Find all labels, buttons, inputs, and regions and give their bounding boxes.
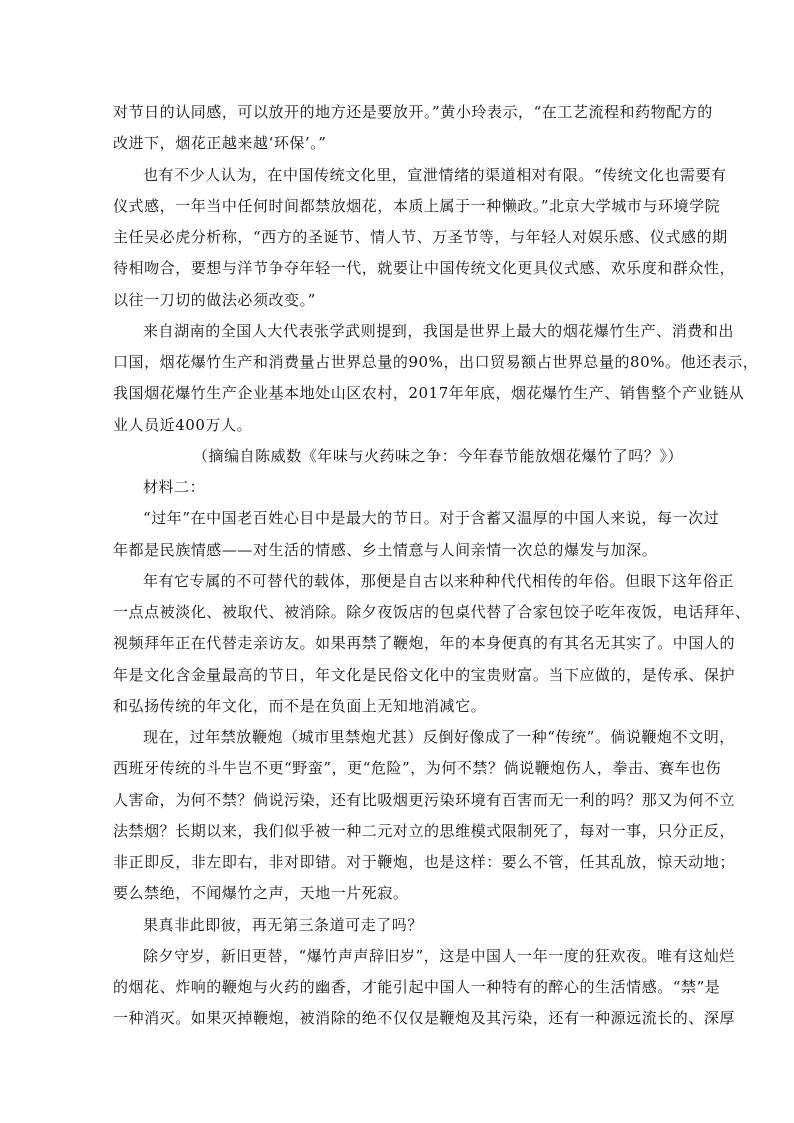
text-line: 年是文化含金量最高的节日，年文化是民俗文化中的宝贵财富。当下应做的，是传承、保护 [113,665,736,684]
text-line: 和弘扬传统的年文化，而不是在负面上无知地消减它。 [113,696,487,715]
text-line: 的烟花、炸响的鞭炮与火药的幽香，才能引起中国人一种特有的醉心的生活情感。“禁”是 [113,978,721,996]
text-line: 改进下，烟花正越来越‘环保’。” [113,134,327,153]
text-line: 年有它专属的不可替代的载体，那便是自古以来种种代代相传的年俗。但眼下这年俗正 [143,571,734,590]
text-line: 来自湖南的全国人大代表张学武则提到，我国是世界上最大的烟花爆竹生产、消费和出 [143,321,734,340]
text-line: 现在，过年禁放鞭炮（城市里禁炮尤甚）反倒好像成了一种“传统”。倘说鞭炮不文明， [143,728,735,746]
text-line: 除夕守岁，新旧更替，“爆竹声声辞旧岁”，这是中国人一年一度的狂欢夜。唯有这灿烂 [143,946,735,965]
source-citation: （摘编自陈威数《年味与火药味之争：今年春节能放烟花爆竹了吗？》） [192,446,683,465]
text-line: 待相吻合，要想与洋节争夺年轻一代，就要让中国传统文化更具仪式感、欢乐度和群众性， [113,259,736,278]
text-line: 主任吴必虎分析称，“西方的圣诞节、情人节、万圣节等，与年轻人对娱乐感、仪式感的期 [113,228,728,246]
text-line: 我国烟花爆竹生产企业基本地处山区农村，2017年年底，烟花爆竹生产、销售整个产业链从 [113,384,745,403]
text-line: 也有不少人认为，在中国传统文化里，宣泄情绪的渠道相对有限。“传统文化也需要有 [143,165,727,184]
text-line: 年都是民族情感——对生活的情感、乡土情意与人间亲情一次总的爆发与加深。 [113,540,658,559]
text-line: 业人员近400万人。 [113,415,253,434]
text-line: 非正即反，非左即右，非对即错。对于鞭炮，也是这样：要么不管，任其乱放，惊天动地； [113,853,736,871]
text-line: 对节日的认同感，可以放开的地方还是要放开。”黄小玲表示，“在工艺流程和药物配方的 [113,103,713,121]
text-line: 一种消灭。如果灭掉鞭炮，被消除的绝不仅仅是鞭炮及其污染，还有一种源远流长的、深厚 [113,1009,736,1028]
text-line: 要么禁绝，不闻爆竹之声，天地一片死寂。 [113,884,409,903]
text-line: 仪式感，一年当中任何时间都禁放烟花，本质上属于一种懒政。”北京大学城市与环境学院 [113,196,721,215]
text-line: 以往一刀切的做法必须改变。” [113,290,316,309]
text-line: 视频拜年正在代替走亲访友。如果再禁了鞭炮，年的本身便真的有其名无其实了。中国人的 [113,634,736,653]
text-line: 西班牙传统的斗牛岂不更“野蛮”，更“危险”，为何不禁？倘说鞭炮伤人，拳击、赛车也伤 [113,759,722,778]
text-line: 一点点被淡化、被取代、被消除。除夕夜饭店的包桌代替了合家包饺子吃年夜饭，电话拜年、 [113,603,751,621]
article-body [113,97,759,1035]
text-line: 法禁烟？长期以来，我们似乎被一种二元对立的思维模式限制死了，每对一事，只分正反， [113,821,736,840]
text-line: 口国，烟花爆竹生产和消费量占世界总量的90%，出口贸易额占世界总量的80%。他还表示， [113,353,759,371]
text-line: 人害命，为何不禁？倘说污染，还有比吸烟更污染环境有百害而无一利的吗？那又为何不立 [113,790,736,809]
text-line: 果真非此即彼，再无第三条道可走了吗？ [143,915,423,934]
text-line: “过年”在中国老百姓心目中是最大的节日。对于含蓄又温厚的中国人来说，每一次过 [143,509,720,528]
text-line: 材料二： [143,478,206,496]
